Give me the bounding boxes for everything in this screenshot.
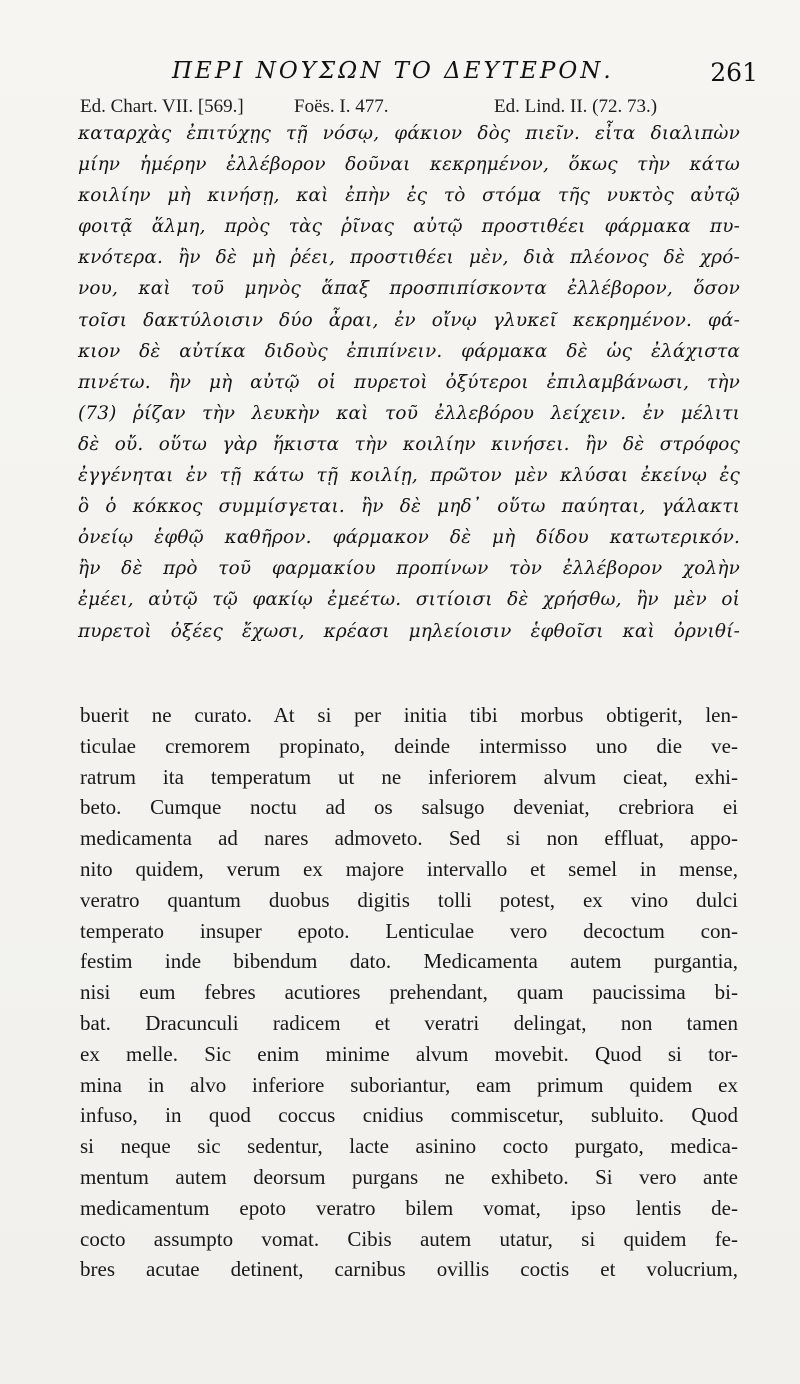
latin-text-line: veratro quantum duobus digitis tolli potest, ex vino dulci: [80, 887, 738, 912]
greek-text-line: κοιλίην μὴ κινήσῃ, καὶ ἐπὴν ἐς τὸ στόμα τῆς νυκτὸς αὐτῷ: [78, 185, 740, 207]
latin-text-line: mina in alvo inferiore suboriantur, eam primum quidem ex: [80, 1072, 738, 1097]
greek-text-line: μίην ἡμέρην ἐλλέβορον δοῦναι κεκρημένον, ὅκως τὴν κάτω: [78, 154, 740, 176]
latin-text-line: ex melle. Sic enim minime alvum movebit. Quod si tor-: [80, 1041, 738, 1066]
greek-text-line: ὃ ὁ κόκκος συμμίσγεται. ἢν δὲ μηδ᾽ οὕτω παύηται, γάλακτι: [78, 496, 740, 518]
page-header: [0, 58, 800, 92]
latin-text-line: festim inde bibendum dato. Medicamenta autem purgantia,: [80, 949, 738, 974]
latin-text-line: bat. Dracunculi radicem et veratri delingat, non tamen: [80, 1010, 738, 1035]
edition-chartier: Ed. Chart. VII. [569.]: [80, 96, 244, 117]
greek-text-line: ἐγγένηται ἐν τῇ κάτω τῇ κοιλίῃ, πρῶτον μὲν κλύσαι ἐκείνῳ ἐς: [78, 465, 740, 487]
latin-text-block: [80, 700, 738, 1285]
greek-text-line: δὲ οὔ. οὕτω γὰρ ἥκιστα τὴν κοιλίην κινήσει. ἢν δὲ στρόφος: [78, 433, 740, 455]
greek-text-line: νου, καὶ τοῦ μηνὸς ἅπαξ προσπιπίσκοντα ἐλλέβορον, ὅσον: [78, 278, 740, 300]
greek-text-line: πινέτω. ἢν μὴ αὐτῷ οἱ πυρετοὶ ὀξύτεροι ἐπιλαμβάνωσι, τὴν: [78, 371, 740, 393]
greek-text-line: κνότερα. ἢν δὲ μὴ ῥέει, προστιθέει μὲν, διὰ πλέονος δὲ χρό-: [78, 247, 740, 269]
greek-text-line: κιον δὲ αὐτίκα διδοὺς ἐπιπίνειν. φάρμακα δὲ ὡς ἐλάχιστα: [78, 340, 740, 362]
edition-linden: Ed. Lind. II. (72. 73.): [494, 96, 658, 117]
greek-text-line: ἢν δὲ πρὸ τοῦ φαρμακίου προπίνων τὸν ἐλλέβορον χολὴν: [78, 558, 740, 580]
latin-text-line: ticulae cremorem propinato, deinde intermisso uno die ve-: [80, 733, 738, 758]
latin-text-line: infuso, in quod coccus cnidius commiscetur, subluito. Quod: [80, 1103, 738, 1128]
latin-text-line: bres acutae detinent, carnibus ovillis coctis et volucrium,: [80, 1257, 738, 1282]
latin-text-line: buerit ne curato. At si per initia tibi morbus obtigerit, len-: [80, 703, 738, 727]
latin-text-line: nito quidem, verum ex majore intervallo et semel in mense,: [80, 856, 738, 881]
greek-text-line: ἐμέει, αὐτῷ τῷ φακίῳ ἐμεέτω. σιτίοισι δὲ χρήσθω, ἢν μὲν οἱ: [78, 589, 740, 611]
greek-text-line: τοῖσι δακτύλοισιν δύο ἆραι, ἐν οἴνῳ γλυκεῖ κεκρημένον. φά-: [78, 309, 740, 331]
running-title: ΠΕΡΙ ΝΟΥΣΩΝ ΤΟ ΔΕΥΤΕΡΟΝ.: [172, 58, 614, 84]
latin-text-line: cocto assumpto vomat. Cibis autem utatur, si quidem fe-: [80, 1226, 738, 1251]
edition-foes: Foës. I. 477.: [294, 96, 389, 117]
greek-text-line: πυρετοὶ ὀξέες ἔχωσι, κρέασι μηλείοισιν ἑφθοῖσι καὶ ὀρνιθί-: [78, 620, 740, 642]
latin-text-line: mentum autem deorsum purgans ne exhibeto. Si vero ante: [80, 1164, 738, 1189]
latin-text-line: si neque sic sedentur, lacte asinino cocto purgato, medica-: [80, 1134, 738, 1159]
latin-text-line: temperato insuper epoto. Lenticulae vero decoctum con-: [80, 918, 738, 943]
greek-text-block: [78, 118, 740, 647]
latin-text-line: beto. Cumque noctu ad os salsugo deveniat, crebriora ei: [80, 795, 738, 820]
latin-text-line: nisi eum febres acutiores prehendant, quam paucissima bi-: [80, 980, 738, 1005]
greek-text-line: ὀνείῳ ἑφθῷ καθῆρον. φάρμακον δὲ μὴ δίδου κατωτερικόν.: [78, 527, 740, 549]
greek-text-line: φοιτᾷ ἅλμη, πρὸς τὰς ῥῖνας αὐτῷ προστιθέει φάρμακα πυ-: [78, 216, 740, 238]
page-number: 261: [710, 58, 758, 87]
latin-text-line: medicamentum epoto veratro bilem vomat, ipso lentis de-: [80, 1195, 738, 1220]
greek-text-line: καταρχὰς ἐπιτύχῃς τῇ νόσῳ, φάκιον δὸς πιεῖν. εἶτα διαλιπὼν: [78, 123, 740, 144]
latin-text-line: ratrum ita temperatum ut ne inferiorem alvum cieat, exhi-: [80, 764, 738, 789]
greek-text-line: (73) ῥίζαν τὴν λευκὴν καὶ τοῦ ἐλλεβόρου λείχειν. ἐν μέλιτι: [78, 402, 740, 424]
latin-text-line: medicamenta ad nares admoveto. Sed si non effluat, appo-: [80, 826, 738, 851]
